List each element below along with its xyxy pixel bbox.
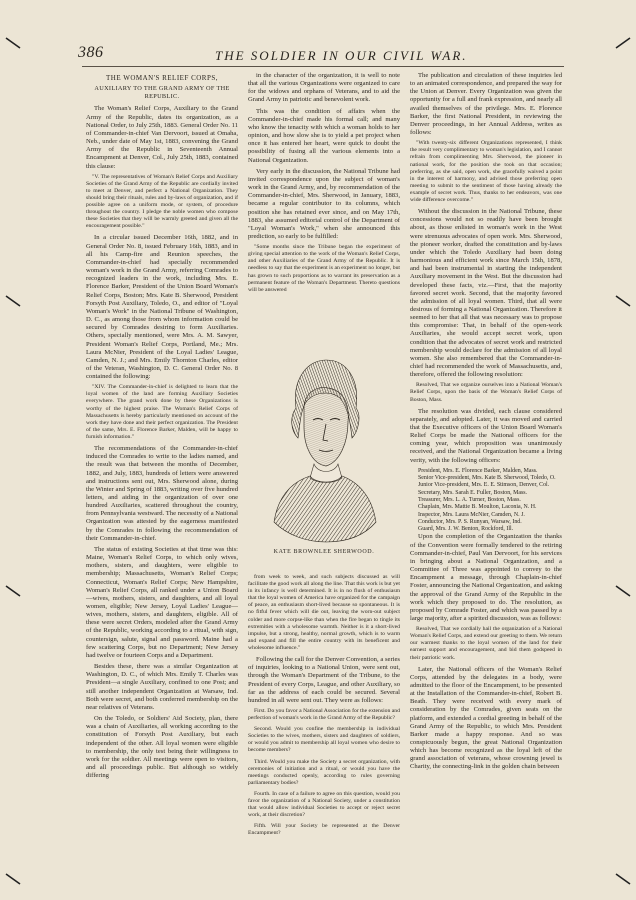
body-paragraph: Upon the completion of the Organization the thanks of the Convention were formally tendered to the retiring Commander-in-chief, Paul Van Dervoort, for his services in bringing about a National Organization, and a Committee of Three was appointed to convey to the Encampment a message, through Chaplain-in-chief Foster, announcing the National Organization, and asking the approval of the Grand Army of the Republic in the work which they proposed to do. The resolution, as proposed by Comrade Foster, and which was passed by a large majority, after a spirited discussion, was as follows: <box>410 533 562 622</box>
quoted-passage: "Some months since the Tribune began the experiment of giving special attention to the work of the Woman's Relief Corps, and other Auxiliaries of the Grand Army of the Republic. It is needless to say that the experiment is an experiment no longer, but has grown to such proportions as to warrant its preservation as a permanent feature of the Woman's Department. Thereto questions will be answered <box>248 244 400 293</box>
body-paragraph: Very early in the discussion, the National Tribune had invited correspondence upon the subject of woman's work in the Grand Army, and, by recommendation of the Commander-in-chief, Mrs. Sherwood, in January, 1883, became a regular contributor to its columns, which position she has retained ever since, and on May 17th, 1883, she assumed editorial control of the Department of "Loyal Woman's Work," when she announced this prediction, so early to be fulfilled: <box>248 167 400 240</box>
column-right <box>410 72 562 884</box>
body-paragraph: The status of existing Societies at that time was this: Maine, Woman's Relief Corps, to which only wives, mothers, sisters, and daughters, were eligible to membership; Massachusetts, Woman's Relief Corps; Connecticut, Woman's Relief Corps; New Hampshire, Woman's Relief Corps, all ranked under a Union Board—wives, mothers, sisters, and daughters, and all loyal women, eligible; New Jersey, Loyal Ladies' League—wives, mothers, sisters, and daughters, eligible. All of these were secret Orders, modeled after the Grand Army of the Republic, working according to a ritual, with sign, countersign, salute, signal and password. Maine had a few scattering Corps, but no Department; New Jersey had twelve or fourteen Corps and a Department. <box>86 545 238 659</box>
column-middle-top <box>248 72 400 293</box>
quoted-passage: from week to week, and such subjects discussed as will facilitate the good work all along the line. That this work is but yet in its infancy is well determined. It is in no flush of enthusiasm that the loyal women of America have organized for the campaign of peace, an enthusiasm short-lived because so spontaneous. It is no fitful fever which will die out, leaving the worn-out subject colder and more corpse-like than when the fire began to tingle its extremities with a wholesome warmth. Neither is it a short-lived impulse, but a strong, healthy, normal growth, which is to warm and expand and fill the entire country with its beneficent and wholesome influence." <box>248 574 400 651</box>
officer-list-item: President, Mrs. E. Florence Barker, Malden, Mass. <box>418 467 538 474</box>
quoted-passage: "V. The representatives of Woman's Relief Corps and Auxiliary Societies of the Grand Army of the Republic are cordially invited to meet at Denver, and perfect a National Organization. They should bring their rituals, rules and by-laws of organization, and if possible agree on a uniform mode, or system, of procedure throughout the country. I pledge the noble women who compose these Societies that they will be warmly greeted and given all the encouragement possible." <box>86 173 238 230</box>
binding-tab-arrow-icon <box>4 584 22 598</box>
officer-list-item: Guard, Mrs. J. W. Benton, Rockford, Ill. <box>418 526 514 533</box>
officer-list-item: Senior Vice-president, Mrs. Kate B. Sherwood, Toledo, O. <box>418 475 556 482</box>
quoted-passage: Second. Would you confine the membership in individual Societies to the wives, mothers, sisters and daughters of soldiers, or would you admit to membership all loyal women who desire to become members? <box>248 726 400 754</box>
portrait-shoulders <box>274 476 376 542</box>
body-paragraph: The resolution was divided, each clause considered separately, and adopted. Later, it was moved and carried that the Executive officers of the Union Board Woman's Relief Corps be made the National officers for the coming year, which proposition was unanimously received, and the National Organization became a living verity, with the following officers: <box>410 407 562 464</box>
body-paragraph: This was the condition of affairs when the Commander-in-chief made his formal call; and many who know the tenacity with which a woman holds to her opinion, and how slow she is to yield a pet project when once it has entered her heart, were quick to doubt the possibility of fusing all the various elements into a National Organization. <box>248 107 400 164</box>
body-paragraph: The publication and circulation of these inquiries led to an animated correspondence, and prepared the way for the Union at Denver. Every Organization was given the opportunity for a full and frank expression, and nearly all availed themselves of the privilege. Mrs. E. Florence Barker, the first National President, in reviewing the Denver proceedings, in her Annual Address, writes as follows: <box>410 72 562 137</box>
binding-tab-arrow-icon <box>614 872 632 886</box>
body-paragraph: Besides these, there was a similar Organization at Washington, D. C., of which Mrs. Emily T. Charles was President—a single Auxiliary, confined to one Post; and still another independent Organization at Warsaw, Ind. Both were secret, and both conferred membership on the near relatives of Veterans. <box>86 663 238 711</box>
portrait-face <box>304 388 348 466</box>
quoted-passage: Fifth. Will your Society be represented at the Denver Encampment? <box>248 823 400 837</box>
page-number: 386 <box>78 44 104 61</box>
running-title: THE SOLDIER IN OUR CIVIL WAR. <box>215 48 468 63</box>
body-paragraph: Following the call for the Denver Convention, a series of inquiries, looking to a National Union, were sent out, through the Woman's Department of the Tribune, to the President of every Corps, League, and other Auxiliary, so far as the address of each could be secured. Several hundred in all were sent out. They were as follows: <box>248 656 400 704</box>
body-paragraph: Without the discussion in the National Tribune, these concessions would not so readily have been brought about, as those enlisted in woman's work in the West were strenuous advocates of open work. Mrs. Sherwood, the pioneer worker, drafted the constitution and by-laws under which the Toledo Auxiliary had been doing harmonious and efficient work since March 15th, 1878, and had been instrumental in starting the independent Auxiliary movement in the West. But the discussion had developed these facts, viz.—First, that the majority favored secret work. Second, that the majority favored the admission of all loyal women. Third, that all were desirous of forming a National Organization. Therefore it seemed to her that all that was necessary was to propose this compromise: That, in behalf of the open-work Auxiliaries, she would accept secret work, upon condition that the advocates of secret work and restricted membership would declare for the admission of all loyal women. She also remembered that the Commander-in-chief had recommended the work of Massachusetts, and, therefore, offered the following resolution: <box>410 208 562 379</box>
binding-tab-arrow-icon <box>4 36 22 50</box>
officer-list-item: Junior Vice-president, Mrs. E. E. Stimson, Denver, Col. <box>418 482 550 489</box>
officer-list-item: Chaplain, Mrs. Mattie B. Moulton, Laconia, N. H. <box>418 504 537 511</box>
binding-tab-arrow-icon <box>614 36 632 50</box>
article-headline: THE WOMAN'S RELIEF CORPS, <box>105 74 219 82</box>
quoted-passage: "With twenty-six different Organizations represented, I think the result very complimentary to woman's legislation, and I cannot refrain from complimenting Mrs. Sherwood, the pioneer in national work, for the position she took on that occasion; preferring, as she said, open work, she gracefully waived a point in the interest of harmony, and advised those preferring open meeting to submit to the sentiment of those having already the example of secret work. Thus, thanks to her endeavors, was one wide difference overcome." <box>410 140 562 203</box>
quoted-passage: "XIV. The Commander-in-chief is delighted to learn that the loyal women of the land are forming Auxiliary Societies everywhere. The grand work done by these Organizations is worthy of the highest praise. The Woman's Relief Corps of Massachusetts is hereby particularly mentioned on account of the work they have done and their perfect organization. The President of the same, Mrs. E. Florence Barker, Malden, will be happy to furnish information." <box>86 384 238 440</box>
binding-tab-arrow-icon <box>4 294 22 308</box>
binding-tab-arrow-icon <box>614 584 632 598</box>
officer-list-item: Secretary, Mrs. Sarah E. Fuller, Boston, Mass. <box>418 489 527 496</box>
quoted-passage: Fourth. In case of a failure to agree on this question, would you favor the organization of a National Society, under a constitution that would allow individual Societies to accept or reject secret work, at their discretion? <box>248 790 400 819</box>
column-left <box>86 72 238 884</box>
binding-tab-arrow-icon <box>614 294 632 308</box>
article-subhead: AUXILIARY TO THE GRAND ARMY OF THE REPUBLIC. <box>94 85 230 101</box>
portrait-engraving <box>268 346 380 546</box>
body-paragraph: The Woman's Relief Corps, Auxiliary to the Grand Army of the Republic, dates its organization, as a National Order, to July 25th, 1883. General Order No. 11 of Commander-in-chief Van Dervoort, issued at Omaha, Neb., under date of May 1st, 1883, convening the Grand Army of the Republic in Seventeenth Annual Encampment at Denver, Col., July 25th, 1883, contained this clause: <box>86 105 238 170</box>
officer-list-item: Treasurer, Mrs. L. A. Turner, Boston, Mass. <box>418 496 521 503</box>
body-paragraph: in the character of the organization, it is well to note that all the various Organizations were organized to care for the widows and orphans of Veterans, and to aid the Grand Army in patriotic and benevolent work. <box>248 72 400 104</box>
body-paragraph: On the Toledo, or Soldiers' Aid Society, plan, there was a chain of Auxiliaries, all working according to the constitution of Forsyth Post Auxiliary, but each independent of the other. All loyal women were eligible to membership, the only test being their willingness to work for the soldier. All meetings were open to visitors, and all proceedings public. But although so widely differing <box>86 715 238 780</box>
quoted-passage: Third. Would you make the Society a secret organization, with ceremonies of initiation and a ritual, or would you have the meetings conducted openly, according to rules governing parliamentary bodies? <box>248 758 400 786</box>
officer-list-item: Conductor, Mrs. P. S. Runyan, Warsaw, Ind. <box>418 518 522 525</box>
binding-tab-arrow-icon <box>4 872 22 886</box>
column-left-body <box>86 105 238 780</box>
portrait-caption: KATE BROWNLEE SHERWOOD. <box>273 549 375 555</box>
header-rule <box>82 66 564 67</box>
quoted-passage: Resolved, That we cordially hail the organization of a National Woman's Relief Corps, and extend our greeting to them. We return our warmest thanks to the loyal women of the land for their earnest support and encouragement, and bid them godspeed in their patriotic work. <box>410 626 562 661</box>
body-paragraph: Later, the National officers of the Woman's Relief Corps, attended by the delegates in a body, were admitted to the floor of the Encampment, to be presented at the Installation of the Commander-in-chief, Robert B. Beath. They were received with every mark of consideration by the Comrades, given seats on the platform, and extended a cordial greeting in behalf of the Grand Army of the Republic, to which Mrs. President Barker made a happy response. And so was conspicuously begun, the great National Organization which has become recognized as the loyal left of the grand association of veterans, whose crowning jewel is Charity, the connecting-link in the golden chain between <box>410 665 562 771</box>
officer-list-item: Inspector, Mrs. Laura McNier, Camden, N. J. <box>418 511 525 518</box>
column-middle-bottom <box>248 571 400 884</box>
body-paragraph: In a circular issued December 16th, 1882, and in General Order No. 8, issued February 16th, 1883, and in all his Camp-fire and Reunion speeches, the Commander-in-chief had specially recommended woman's work in the Grand Army, referring Comrades to recognized leaders in the work, including Mrs. E. Florence Barker, President of the Union Board Woman's Relief Corps, Boston; Mrs. Kate B. Sherwood, President Forsyth Post Auxiliary, Toledo, O., and editor of "Loyal Woman's Work" in the National Tribune of Washington, D. C., as among those from whom information could be secured by Comrades desiring to form Auxiliaries. Others, specially mentioned, were Mrs. A. M. Sawyer, President Woman's Relief Corps, Portland, Me.; Mrs. Laura McNier, President of the Loyal Ladies' League, Camden, N. J.; and Mrs. Emily Thornton Charles, editor of the Veteran, Washington, D. C. General Order No. 8 contained the following: <box>86 234 238 381</box>
quoted-passage: First. Do you favor a National Association for the extension and perfection of woman's work in the Grand Army of the Republic? <box>248 707 400 722</box>
quoted-passage: Resolved, That we organize ourselves into a National Woman's Relief Corps, upon the basis of the Woman's Relief Corps of Boston, Mass. <box>410 382 562 403</box>
body-paragraph: The recommendations of the Commander-in-chief induced the Comrades to write to the ladies named, and the result was that between the months of December, 1882, and July, 1883, hundreds of letters were answered and instructions sent out, Mrs. Sherwood alone, during the Winter and Spring of 1883, writing over five hundred letters, and aiding in the organization of over one hundred Auxiliaries, scattered throughout the country, from Pennsylvania westward. The necessity of a National Organization was attested by the eagerness manifested by the Comrades in following the recommendation of their Commander-in-chief. <box>86 445 238 542</box>
